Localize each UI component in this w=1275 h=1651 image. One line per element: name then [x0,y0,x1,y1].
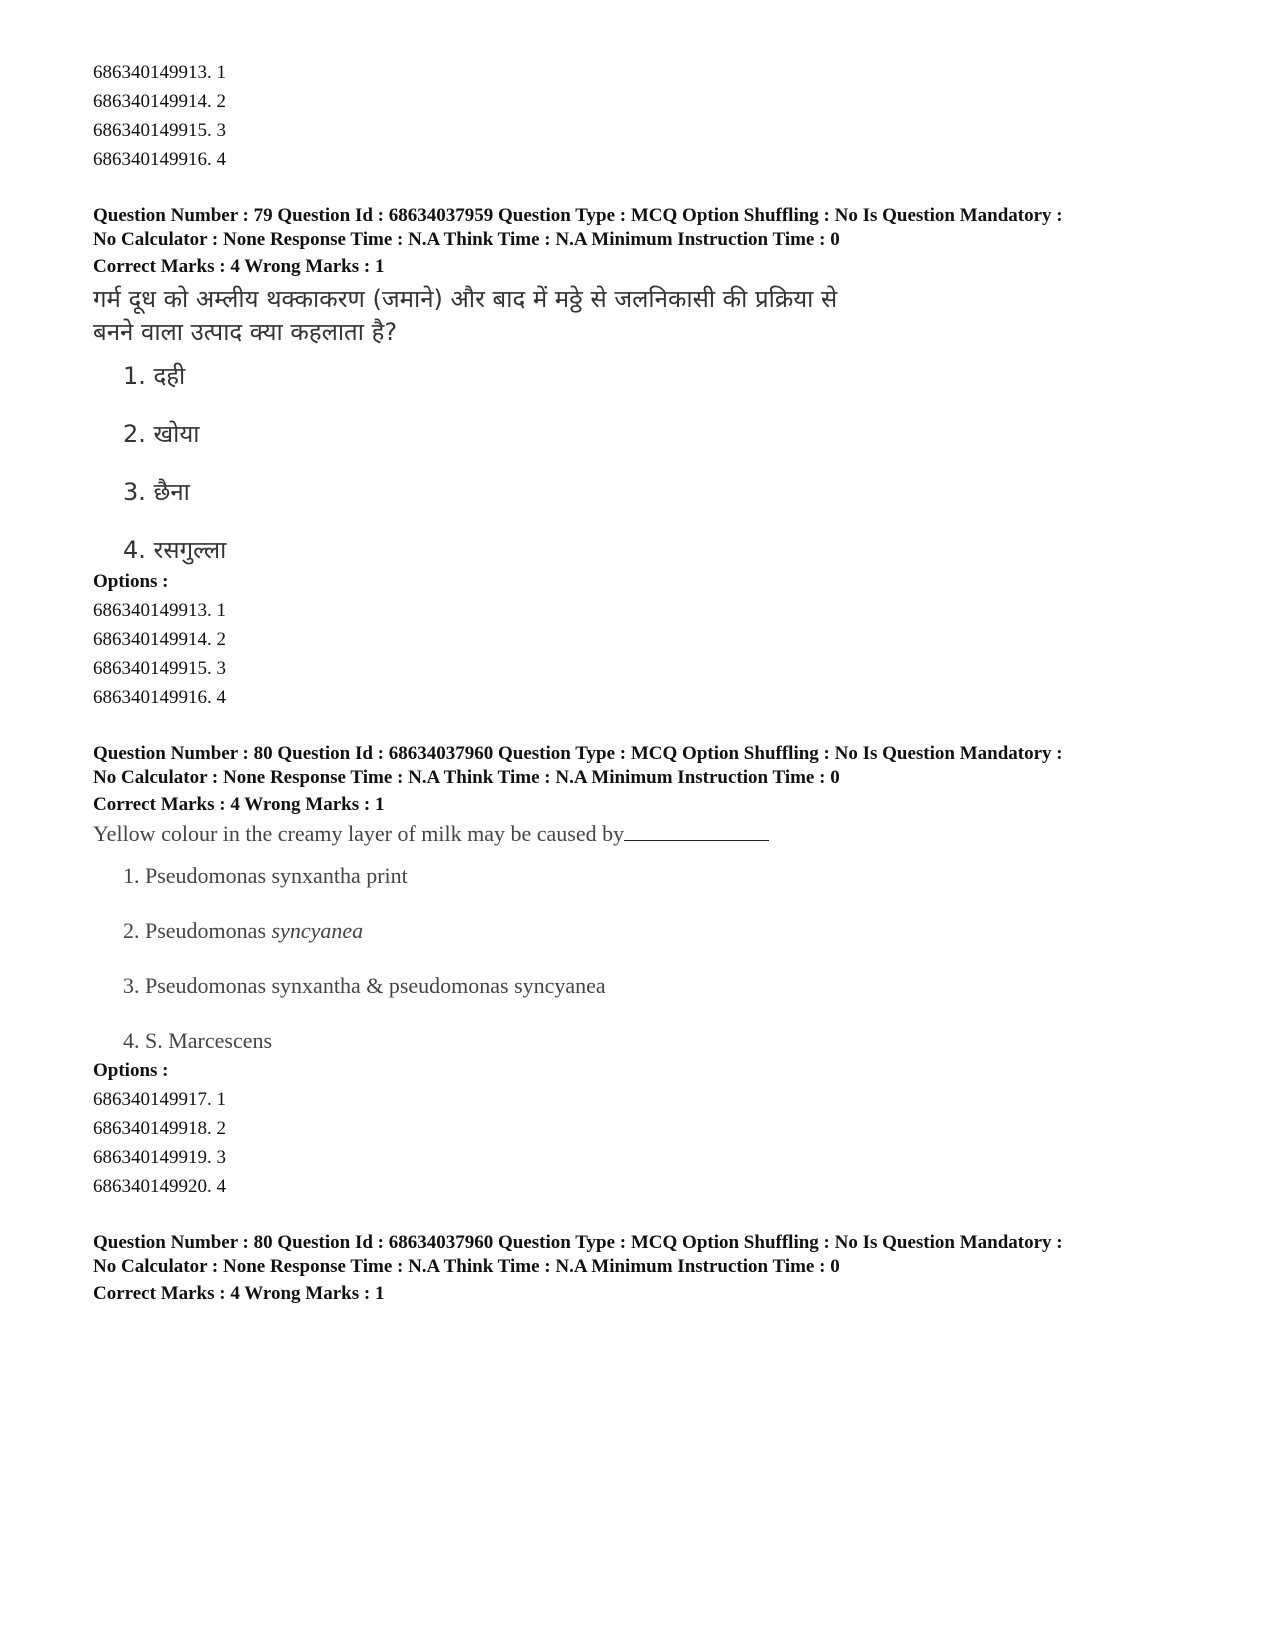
document-page [93,58,1193,1308]
question-meta-line: Question Number : 80 Question Id : 68634037960 Question Type : MCQ Option Shuffling : No Is Question Mandatory : [93,1232,1063,1253]
question-text [93,283,1193,349]
question-meta-line: Question Number : 79 Question Id : 68634037959 Question Type : MCQ Option Shuffling : No Is Question Mandatory : [93,205,1063,226]
option-id-line: 686340149913. 1 [93,600,226,621]
question-meta-line: No Calculator : None Response Time : N.A Think Time : N.A Minimum Instruction Time : 0 [93,229,840,250]
question-meta-line: No Calculator : None Response Time : N.A Think Time : N.A Minimum Instruction Time : 0 [93,767,840,788]
question-text [93,819,1193,849]
option-id-line: 686340149915. 3 [93,658,226,679]
option-id-line: 686340149919. 3 [93,1147,226,1168]
option-id-line: 686340149916. 4 [93,687,226,708]
option-id-line: 686340149918. 2 [93,1118,226,1139]
choice-item [123,916,1193,971]
choice-item: 1. Pseudomonas synxantha print [123,863,408,888]
choice-item: 3. Pseudomonas synxantha & pseudomonas syncyanea [123,973,606,998]
question-marks: Correct Marks : 4 Wrong Marks : 1 [93,794,385,815]
choice-item: 4. रसगुल्ला [123,536,227,564]
fill-in-blank [624,820,769,841]
option-id-line: 686340149914. 2 [93,91,226,112]
question-80-block [93,742,1193,1201]
top-options-list [93,58,1193,174]
question-meta-line: Question Number : 80 Question Id : 68634037960 Question Type : MCQ Option Shuffling : No Is Question Mandatory : [93,743,1063,764]
choice-item: 4. S. Marcescens [123,1028,273,1053]
choice-item: 2. खोया [123,420,200,448]
question-text-line: गर्म दूध को अम्लीय थक्काकरण (जमाने) और बाद में मठ्ठे से जलनिकासी की प्रक्रिया से [93,285,838,313]
option-id-line: 686340149915. 3 [93,120,226,141]
options-label: Options : [93,571,169,592]
question-80-repeat-block [93,1231,1193,1308]
choice-text-italic: syncyanea [271,918,364,943]
question-marks: Correct Marks : 4 Wrong Marks : 1 [93,1283,385,1304]
question-text-line: बनने वाला उत्पाद क्या कहलाता है? [93,318,398,346]
choice-text: 2. Pseudomonas [123,918,272,943]
choice-item: 3. छैना [123,478,190,506]
option-id-line: 686340149913. 1 [93,62,226,83]
option-id-line: 686340149917. 1 [93,1089,226,1110]
choice-item: 1. दही [123,362,186,390]
question-79-block [93,204,1193,712]
option-id-line: 686340149914. 2 [93,629,226,650]
option-id-line: 686340149920. 4 [93,1176,226,1197]
option-id-line: 686340149916. 4 [93,149,226,170]
question-text-content: Yellow colour in the creamy layer of milk may be caused by [93,821,625,846]
question-choices [93,861,1193,1056]
options-label: Options : [93,1060,169,1081]
question-meta-line: No Calculator : None Response Time : N.A Think Time : N.A Minimum Instruction Time : 0 [93,1256,840,1277]
question-marks: Correct Marks : 4 Wrong Marks : 1 [93,256,385,277]
question-choices [93,361,1193,567]
